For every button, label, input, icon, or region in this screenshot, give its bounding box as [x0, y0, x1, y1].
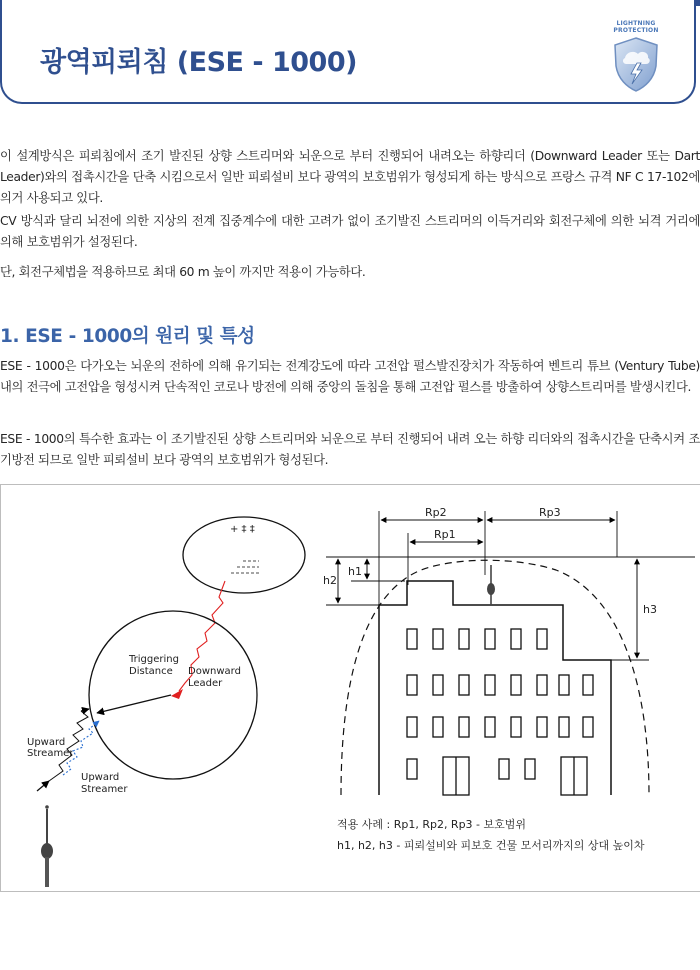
upward-streamer-b-label-1: Upward: [81, 772, 120, 783]
caption-line-1: 적용 사례 : Rp1, Rp2, Rp3 - 보호범위: [337, 818, 527, 831]
ese-diagram-figure: [0, 484, 700, 892]
upward-streamer-a-label-1: Upward: [27, 737, 66, 748]
h2-label: h2: [323, 574, 337, 587]
ese-rod-left-icon: [41, 805, 53, 887]
cloud-charge-label: + ‡ ‡: [230, 524, 255, 535]
h1-label: h1: [348, 565, 362, 578]
section-paragraph-1: ESE - 1000은 다가오는 뇌운의 전하에 의해 유기되는 전계강도에 따라 고전압 펄스발진장치가 작동하여 벤트리 튜브 (Ventury Tube)내의 전극에 고전압을 형성시켜 단속적인 코로나 방전에 의해 중앙의 돌침을 통해 고전압 펄스를 방출하여 상향스트리머를 발생시킨다.: [0, 359, 700, 394]
section-paragraph-2: ESE - 1000의 특수한 효과는 이 조기발진된 상향 스트리머와 뇌운으로 부터 진행되어 내려 오는 하향 리더와의 접촉시간을 단축시켜 조기방전 되므로 일반 피뢰설비 보다 광역의 보호범위가 형성된다.: [0, 432, 700, 467]
upward-streamer-a-label-2: Streamer: [27, 748, 74, 759]
intro-paragraph-3: 단, 회전구체법을 적용하므로 최대 60 m 높이 까지만 적용이 가능하다.: [0, 265, 366, 279]
lightning-protection-badge: [608, 20, 664, 94]
ese-diagram: [1, 485, 700, 893]
badge-line1: LIGHTNING: [616, 20, 656, 27]
ese-rod-roof-icon: [487, 565, 495, 605]
triggering-distance-arrow: [97, 695, 171, 713]
badge-text: [608, 20, 664, 34]
rp2-label: Rp2: [425, 506, 447, 519]
triggering-label-1: Triggering: [129, 654, 179, 665]
downward-leader-tip: [171, 689, 183, 699]
triggering-label-2: Distance: [129, 666, 173, 677]
shield-lightning-icon: [612, 36, 660, 92]
page-title: 광역피뢰침 (ESE - 1000): [40, 47, 357, 78]
upward-streamer-black-end: [37, 781, 49, 791]
caption-line-2: h1, h2, h3 - 피뢰설비와 피보호 건물 모서리까지의 상대 높이차: [337, 839, 645, 852]
section-title: 1. ESE - 1000의 원리 및 특성: [0, 326, 255, 347]
rp3-label: Rp3: [539, 506, 561, 519]
downward-label-1: Downward: [188, 666, 241, 677]
rp1-label: Rp1: [434, 528, 456, 541]
downward-label-2: Leader: [188, 678, 223, 689]
upward-streamer-b-label-2: Streamer: [81, 784, 128, 795]
page-header: [0, 0, 696, 104]
intro-paragraph-1: 이 설계방식은 피뢰침에서 조기 발진된 상향 스트리머와 뇌운으로 부터 진행되어 내려오는 하향리더 (Downward Leader 또는 Dart Leader)와의 접촉시간을 단축 시킴으로서 일반 피뢰설비 보다 광역의 보호범위가 형성되게 하는 방식으로 프랑스 규격 NF C 17-102에 의거 사용되고 있다.: [0, 149, 700, 205]
building-windows: [407, 629, 593, 795]
badge-line2: PROTECTION: [613, 27, 659, 34]
h3-label: h3: [643, 603, 657, 616]
upward-streamer-black-start: [81, 709, 89, 711]
intro-paragraph-2: CV 방식과 달리 뇌전에 의한 지상의 전계 집중계수에 대한 고려가 없이 조기발진 스트리머의 이득거리와 회전구체에 의한 뇌격 거리에 의해 보호범위가 설정된다.: [0, 214, 700, 249]
